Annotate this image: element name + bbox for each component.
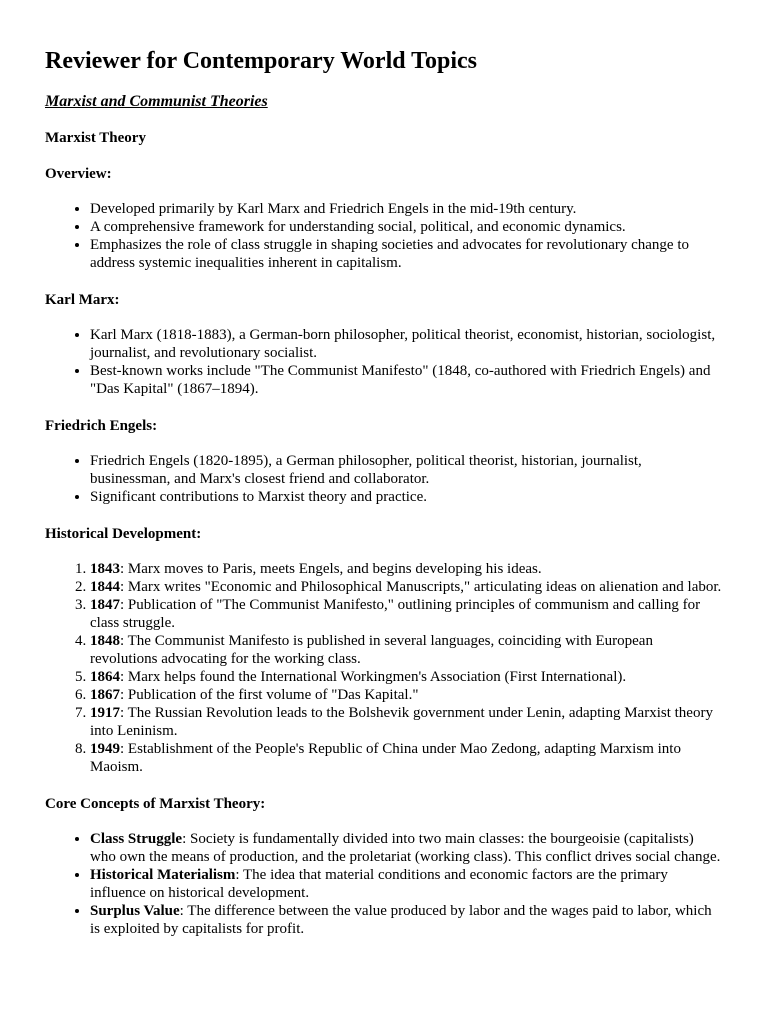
item-text: : Publication of "The Communist Manifesto," outlining principles of communism and calling for class struggle.	[90, 597, 701, 631]
karl-marx-heading: Karl Marx:	[45, 292, 120, 308]
list-item	[90, 686, 723, 704]
year-label: 1867	[90, 687, 120, 703]
year-label: 1843	[90, 561, 120, 577]
item-text: : Society is fundamentally divided into two main classes: the bourgeoisie (capitalists) who own the means of production, and the proletariat (working class). This conflict drives social change.	[90, 831, 721, 865]
concept-term: Class Struggle	[90, 831, 183, 847]
list-item: • Developed primarily by Karl Marx and Friedrich Engels in the mid-19th century.	[90, 200, 723, 218]
list-item	[90, 902, 723, 938]
list-item	[90, 578, 723, 596]
friedrich-engels-heading: Friedrich Engels:	[45, 418, 158, 434]
core-concepts-list	[45, 830, 723, 938]
list-item	[90, 704, 723, 740]
overview-heading: Overview:	[45, 166, 112, 182]
list-item	[90, 740, 723, 776]
historical-development-heading: Historical Development:	[45, 526, 202, 542]
list-item: • Best-known works include "The Communist Manifesto" (1848, co-authored with Friedrich Engels) and "Das Kapital" (1867–1894).	[90, 362, 723, 398]
item-text: : Establishment of the People's Republic of China under Mao Zedong, adapting Marxism into Maoism.	[90, 741, 681, 775]
overview-list	[45, 200, 723, 272]
karl-marx-list	[45, 326, 723, 398]
item-text: : Publication of the first volume of "Das Kapital."	[120, 687, 419, 703]
item-text: : The Communist Manifesto is published in several languages, coinciding with European revolutions advocating for the working class.	[90, 633, 653, 667]
list-item: • Friedrich Engels (1820-1895), a German philosopher, political theorist, historian, journalist, businessman, and Marx's closest friend and collaborator.	[90, 452, 723, 488]
item-text: : The difference between the value produced by labor and the wages paid to labor, which is exploited by capitalists for profit.	[90, 903, 712, 937]
item-text: : Marx helps found the International Workingmen's Association (First International).	[120, 669, 627, 685]
document-subtitle: Marxist and Communist Theories	[45, 93, 268, 110]
list-item	[90, 596, 723, 632]
list-item: • Significant contributions to Marxist theory and practice.	[90, 488, 723, 506]
year-label: 1949	[90, 741, 120, 757]
historical-development-list	[45, 560, 723, 776]
list-item	[90, 866, 723, 902]
year-label: 1848	[90, 633, 120, 649]
list-item	[90, 560, 723, 578]
item-text: : Marx writes "Economic and Philosophical Manuscripts," articulating ideas on alienation and labor.	[120, 579, 722, 595]
list-item	[90, 830, 723, 866]
list-item	[90, 632, 723, 668]
item-text: : The Russian Revolution leads to the Bolshevik government under Lenin, adapting Marxist theory into Leninism.	[90, 705, 713, 739]
year-label: 1844	[90, 579, 120, 595]
list-item: • A comprehensive framework for understanding social, political, and economic dynamics.	[90, 218, 723, 236]
list-item: • Karl Marx (1818-1883), a German-born philosopher, political theorist, economist, historian, sociologist, journalist, and revolutionary socialist.	[90, 326, 723, 362]
item-text: : Marx moves to Paris, meets Engels, and begins developing his ideas.	[120, 561, 542, 577]
core-concepts-heading: Core Concepts of Marxist Theory:	[45, 796, 266, 812]
marxist-theory-heading: Marxist Theory	[45, 130, 146, 146]
list-item: • Emphasizes the role of class struggle in shaping societies and advocates for revolutionary change to address systemic inequalities inherent in capitalism.	[90, 236, 723, 272]
friedrich-engels-list	[45, 452, 723, 506]
year-label: 1864	[90, 669, 120, 685]
list-item	[90, 668, 723, 686]
concept-term: Historical Materialism	[90, 867, 236, 883]
year-label: 1917	[90, 705, 120, 721]
item-text: : The idea that material conditions and economic factors are the primary influence on historical development.	[90, 867, 668, 901]
document-title: Reviewer for Contemporary World Topics	[45, 48, 477, 74]
year-label: 1847	[90, 597, 120, 613]
concept-term: Surplus Value	[90, 903, 180, 919]
